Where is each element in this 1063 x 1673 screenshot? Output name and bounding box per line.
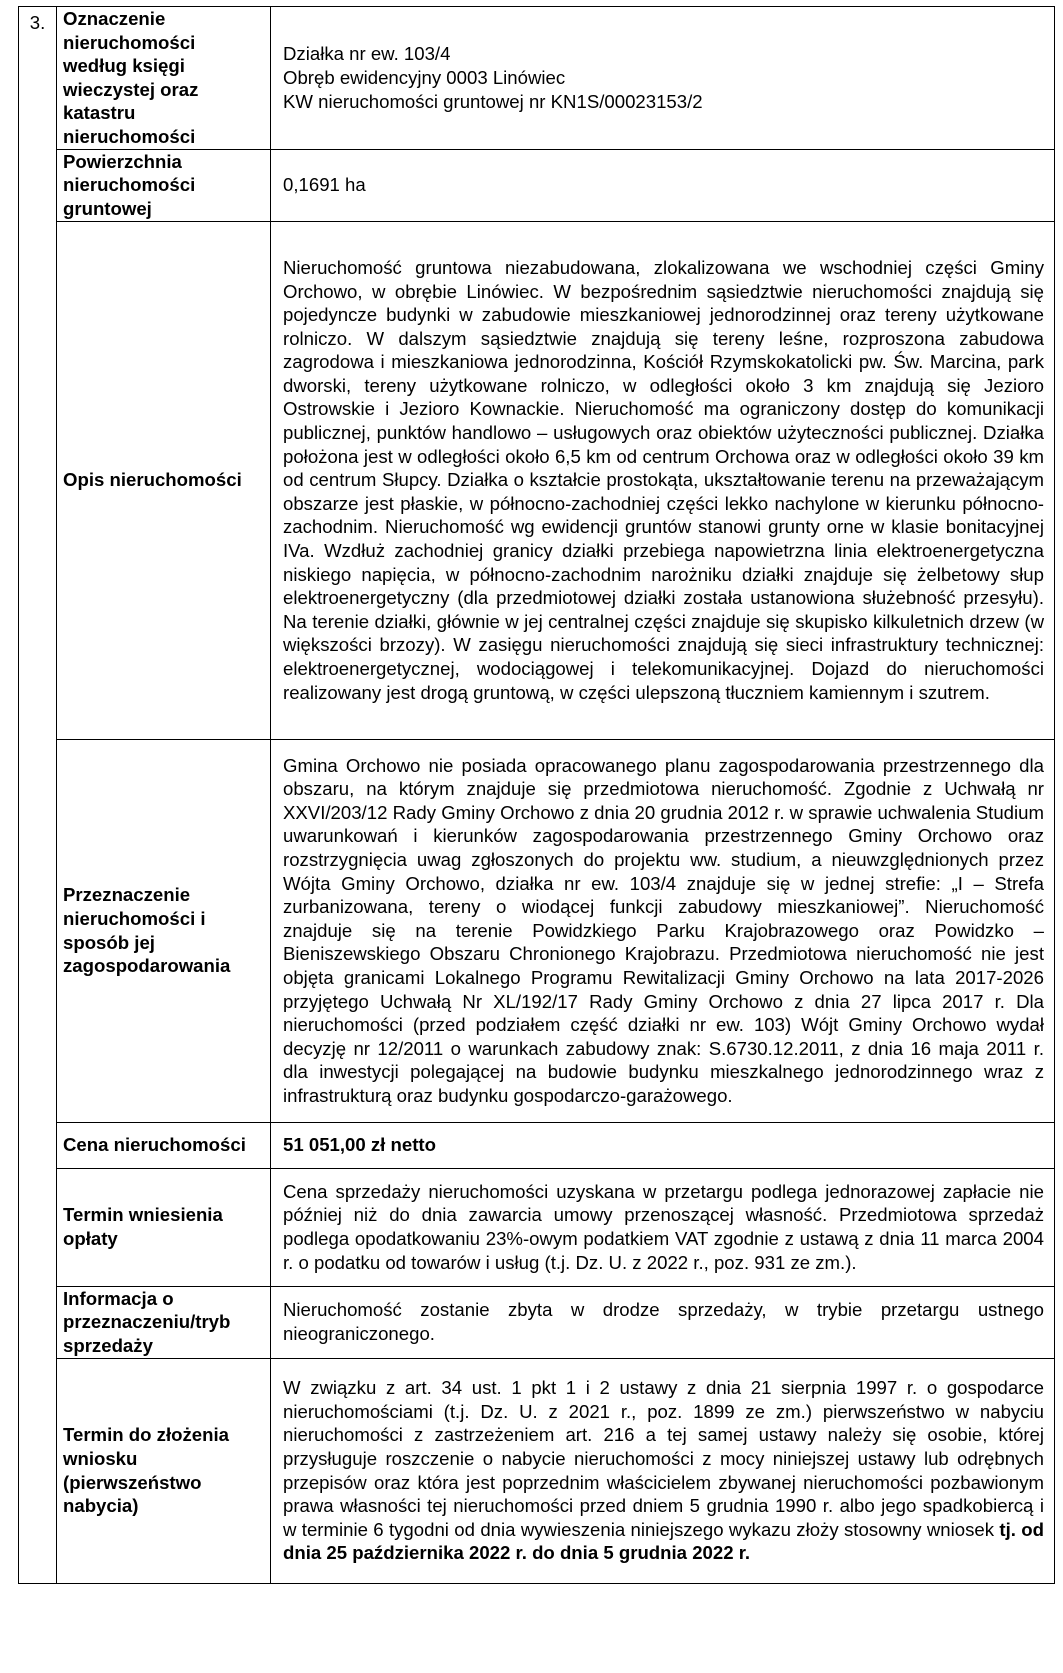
value-price: 51 051,00 zł netto xyxy=(271,1122,1055,1168)
precinct: Obręb ewidencyjny 0003 Linówiec xyxy=(283,66,566,88)
table-row xyxy=(19,149,1055,221)
property-table xyxy=(18,6,1055,1584)
value-sale-mode: Nieruchomość zostanie zbyta w drodze sprzedaży, w trybie przetargu ustnego nieograniczonego. xyxy=(271,1286,1055,1358)
label-sale-mode: Informacja o przeznaczeniu/tryb sprzedaży xyxy=(57,1286,271,1358)
table-row xyxy=(19,739,1055,1122)
value-application-deadline xyxy=(271,1358,1055,1583)
priority-dates: tj. od dnia 25 października 2022 r. do dnia 5 grudnia 2022 r. xyxy=(283,1518,1045,1564)
land-register-number: KW nieruchomości gruntowej nr KN1S/00023153/2 xyxy=(283,90,703,112)
label-description: Opis nieruchomości xyxy=(57,221,271,739)
priority-text: W związku z art. 34 ust. 1 pkt 1 i 2 ustawy z dnia 21 sierpnia 1997 r. o gospodarce nieruchomościami (t.j. Dz. U. z 2021 r., poz. 1899 ze zm.) pierwszeństwo w nabyciu nieruchomości z zastrzeżeniem art. 216 a tej samej ustawy należy się osobie, której przysługuje roszczenie o nabycie nieruchomości z mocy niniejszej ustawy lub odrębnych przepisów oraz która jest poprzednim właścicielem zbywanej nieruchomości pozbawionym prawa własności tej nieruchomości przed dniem 5 grudnia 1990 r. albo jego spadkobiercą i w terminie 6 tygodni od dnia wywieszenia niniejszego wykazu złoży stosowny wniosek xyxy=(283,1377,1044,1540)
value-designation xyxy=(271,7,1055,150)
label-payment-deadline: Termin wniesienia opłaty xyxy=(57,1168,271,1286)
value-payment-deadline: Cena sprzedaży nieruchomości uzyskana w przetargu podlega jednorazowej zapłacie nie później niż do dnia zawarcia umowy przenoszącej własność. Przedmiotowa sprzedaż podlega opodatkowaniu 23%-owym podatkiem VAT zgodnie z ustawą z dnia 11 marca 2004 r. o podatku od towarów i usług (t.j. Dz. U. z 2022 r., poz. 931 ze zm.). xyxy=(271,1168,1055,1286)
table-row xyxy=(19,221,1055,739)
table-row xyxy=(19,1122,1055,1168)
value-area: 0,1691 ha xyxy=(271,149,1055,221)
table-row xyxy=(19,7,1055,150)
label-purpose: Przeznaczenie nieruchomości i sposób jej zagospodarowania xyxy=(57,739,271,1122)
label-application-deadline: Termin do złożenia wniosku (pierwszeństwo nabycia) xyxy=(57,1358,271,1583)
table-row xyxy=(19,1168,1055,1286)
table-row xyxy=(19,1286,1055,1358)
value-purpose: Gmina Orchowo nie posiada opracowanego planu zagospodarowania przestrzennego dla obszaru, na którym znajduje się przedmiotowa nieruchomość. Zgodnie z Uchwałą nr XXVI/203/12 Rady Gminy Orchowo z dnia 20 grudnia 2012 r. w sprawie uchwalenia Studium uwarunkowań i kierunków zagospodarowania przestrzennego Gminy Orchowo oraz rozstrzygnięcia uwag zgłoszonych do projektu ww. studium, a nieuwzględnionych przez Wójta Gminy Orchowo, działka nr ew. 103/4 znajduje się w jednej strefie: „I – Strefa zurbanizowana, tereny o wiodącej funkcji zabudowy mieszkaniowej”. Nieruchomość znajduje się na terenie Powidzkiego Parku Krajobrazowego oraz Powidzko – Bieniszewskiego Obszaru Chronionego Krajobrazu. Przedmiotowa nieruchomość nie jest objęta granicami Lokalnego Programu Rewitalizacji Gminy Orchowo na lata 2017-2026 przyjętego Uchwałą Nr XL/192/17 Rady Gminy Orchowo z dnia 27 lipca 2017 r. Dla nieruchomości (przed podziałem część działki nr ew. 103) Wójt Gminy Orchowo wydał decyzję nr 12/2011 o warunkach zabudowy znak: S.6730.12.2011, z dnia 16 maja 2011 r. dla inwestycji polegającej na budowie budynku mieszkalnego jednorodzinnego wraz z infrastrukturą oraz budynku gospodarczo-garażowego. xyxy=(271,739,1055,1122)
value-description: Nieruchomość gruntowa niezabudowana, zlokalizowana we wschodniej części Gminy Orchowo, w obrębie Linówiec. W bezpośrednim sąsiedztwie nieruchomości znajdują się pojedyncze budynki w zabudowie mieszkaniowej jednorodzinnej oraz tereny użytkowane rolniczo. W dalszym sąsiedztwie znajdują się tereny leśne, rozproszona zabudowa zagrodowa i mieszkaniowa jednorodzinna, Kościół Rzymskokatolicki pw. Św. Marcina, park dworski, tereny użytkowane rolniczo, w odległości około 3 km znajdują się Jezioro Ostrowskie i Jezioro Kownackie. Nieruchomość ma ograniczony dostęp do komunikacji publicznej, punktów handlowo – usługowych oraz obiektów użyteczności publicznej. Działka położona jest w odległości około 6,5 km od centrum Orchowa oraz w odległości około 39 km od centrum Słupcy. Działka o kształcie prostokąta, ukształtowanie terenu na przeważającym obszarze jest płaskie, w północno-zachodniej części lekko nachylone w kierunku północno-zachodnim. Nieruchomość wg ewidencji gruntów stanowi grunty orne w klasie bonitacyjnej IVa. Wzdłuż zachodniej granicy działki przebiega napowietrzna linia elektroenergetyczna niskiego napięcia, w północno-zachodnim narożniku działki znajduje się żelbetowy słup elektroenergetyczny (dla przedmiotowej działki została ustanowiona służebność przesyłu). Na terenie działki, głównie w jej centralnej części znajduje się skupisko kilkuletnich drzew (w większości brzozy). W zasięgu nieruchomości znajdują się sieci infrastruktury technicznej: elektroenergetycznej, wodociągowej i telekomunikacyjnej. Dojazd do nieruchomości realizowany jest drogą gruntową, w części ulepszoną tłuczniem kamiennym i szutrem. xyxy=(271,221,1055,739)
parcel-number: Działka nr ew. 103/4 xyxy=(283,43,451,65)
table-row xyxy=(19,1358,1055,1583)
label-designation: Oznaczenie nieruchomości według księgi wieczystej oraz katastru nieruchomości xyxy=(57,7,271,150)
label-price: Cena nieruchomości xyxy=(57,1122,271,1168)
section-number: 3. xyxy=(19,7,57,1584)
label-area: Powierzchnia nieruchomości gruntowej xyxy=(57,149,271,221)
